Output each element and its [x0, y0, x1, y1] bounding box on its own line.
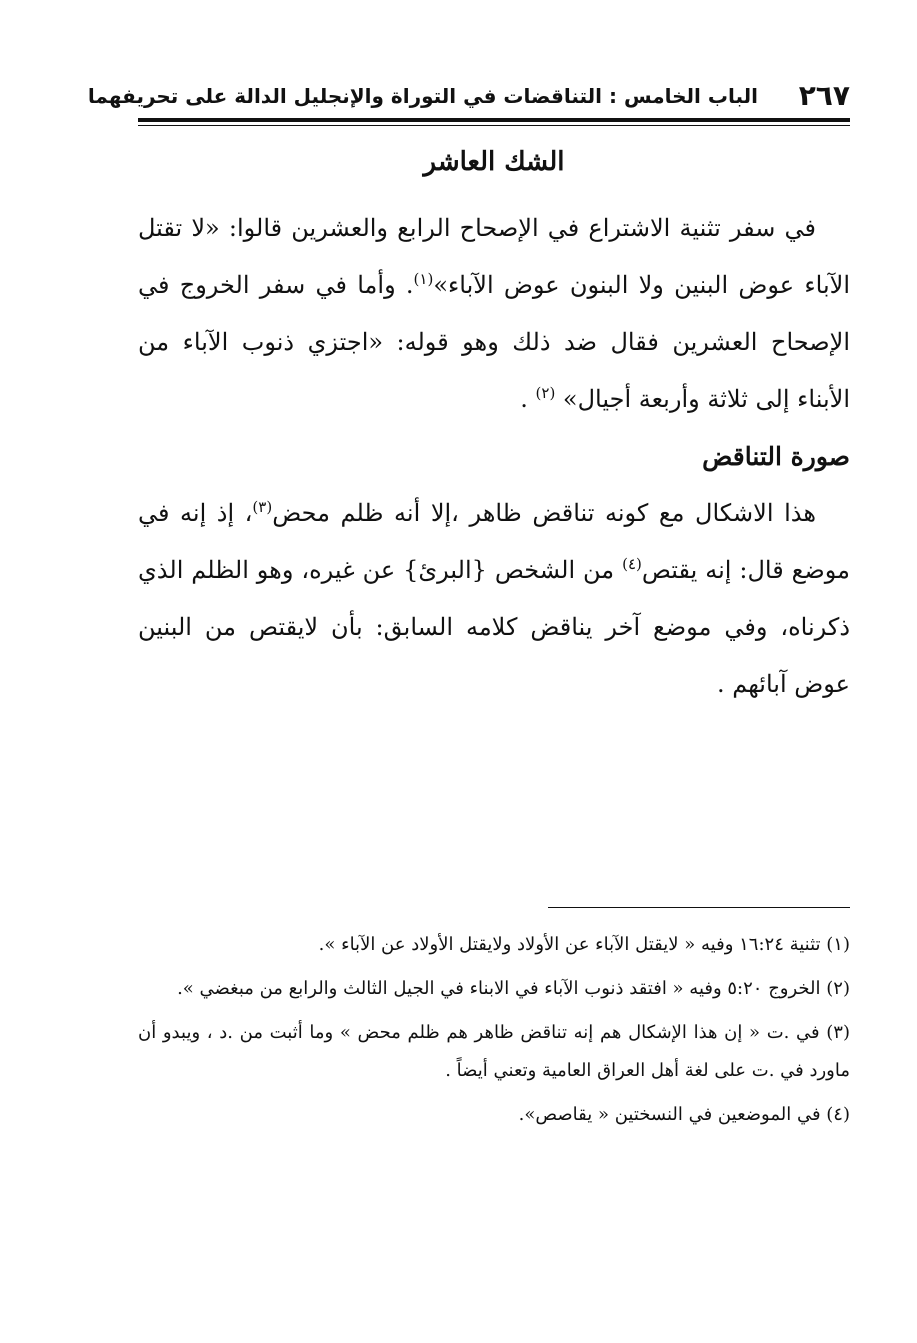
paragraph-1-text-c: . — [520, 385, 536, 413]
paragraph-1-text-a: في سفر تثنية الاشتراع في الإصحاح الرابع والعشرين قالوا: «لا تقتل الآباء عوض البنين ولا البنون عوض الآباء» — [138, 214, 850, 299]
footnote-3: (٣) في .ت « إن هذا الإشكال هم إنه تناقض ظاهر هم ظلم محض » وما أثبت من .د ، ويبدو أن ماورد في .ت على لغة أهل العراق العامية وتعني أيضاً . — [138, 1022, 850, 1081]
footnote-4: (٤) في الموضعين في النسختين « يقاصص». — [518, 1104, 850, 1125]
footnote-ref-2: (٢) — [535, 384, 556, 402]
footnote-ref-1: (١) — [413, 270, 434, 288]
paragraph-2-text-c: من الشخص {البرئ} عن غيره، وهو الظلم الذي ذكرناه، وفي موضع آخر يناقض كلامه السابق: بأن لايقتص من البنين عوض آبائهم . — [138, 556, 850, 698]
section-title: الشك العاشر — [423, 147, 565, 177]
paragraph-1 — [138, 200, 850, 428]
footnote-2: (٢) الخروج ٥:٢٠ وفيه « افتقد ذنوب الآباء في الابناء في الجيل الثالث والرابع من مبغضي ». — [177, 978, 850, 999]
header-rule-thin — [138, 125, 850, 126]
header-rule-thick — [138, 118, 850, 122]
paragraph-1-text-b: . وأما في سفر الخروج في الإصحاح العشرين فقال ضد ذلك وهو قوله: «اجتزي ذنوب الآباء من الأبناء إلى ثلاثة وأربعة أجيال» — [138, 271, 850, 413]
paragraph-2-text-b: ، إذ إنه في موضع قال: إنه يقتص — [138, 499, 851, 584]
footnote-ref-3: (٣) — [252, 498, 273, 516]
footnote-ref-4: (٤) — [622, 555, 642, 573]
footnote-separator — [548, 907, 850, 908]
paragraph-2 — [138, 485, 850, 713]
subheading: صورة التناقض — [702, 442, 850, 471]
main-text — [138, 200, 850, 713]
page-number: ٢٦٧ — [798, 79, 850, 112]
running-header — [87, 76, 850, 116]
footnote-1: (١) تثنية ١٦:٢٤ وفيه « لايقتل الآباء عن الأولاد ولايقتل الأولاد عن الآباء ». — [318, 934, 850, 955]
footnotes — [138, 926, 850, 1134]
running-title: الباب الخامس : التناقضات في التوراة والإنجليل الدالة على تحريفهما — [87, 84, 758, 108]
paragraph-2-text-a: هذا الاشكال مع كونه تناقض ظاهر ،إلا أنه ظلم محض — [272, 499, 816, 527]
